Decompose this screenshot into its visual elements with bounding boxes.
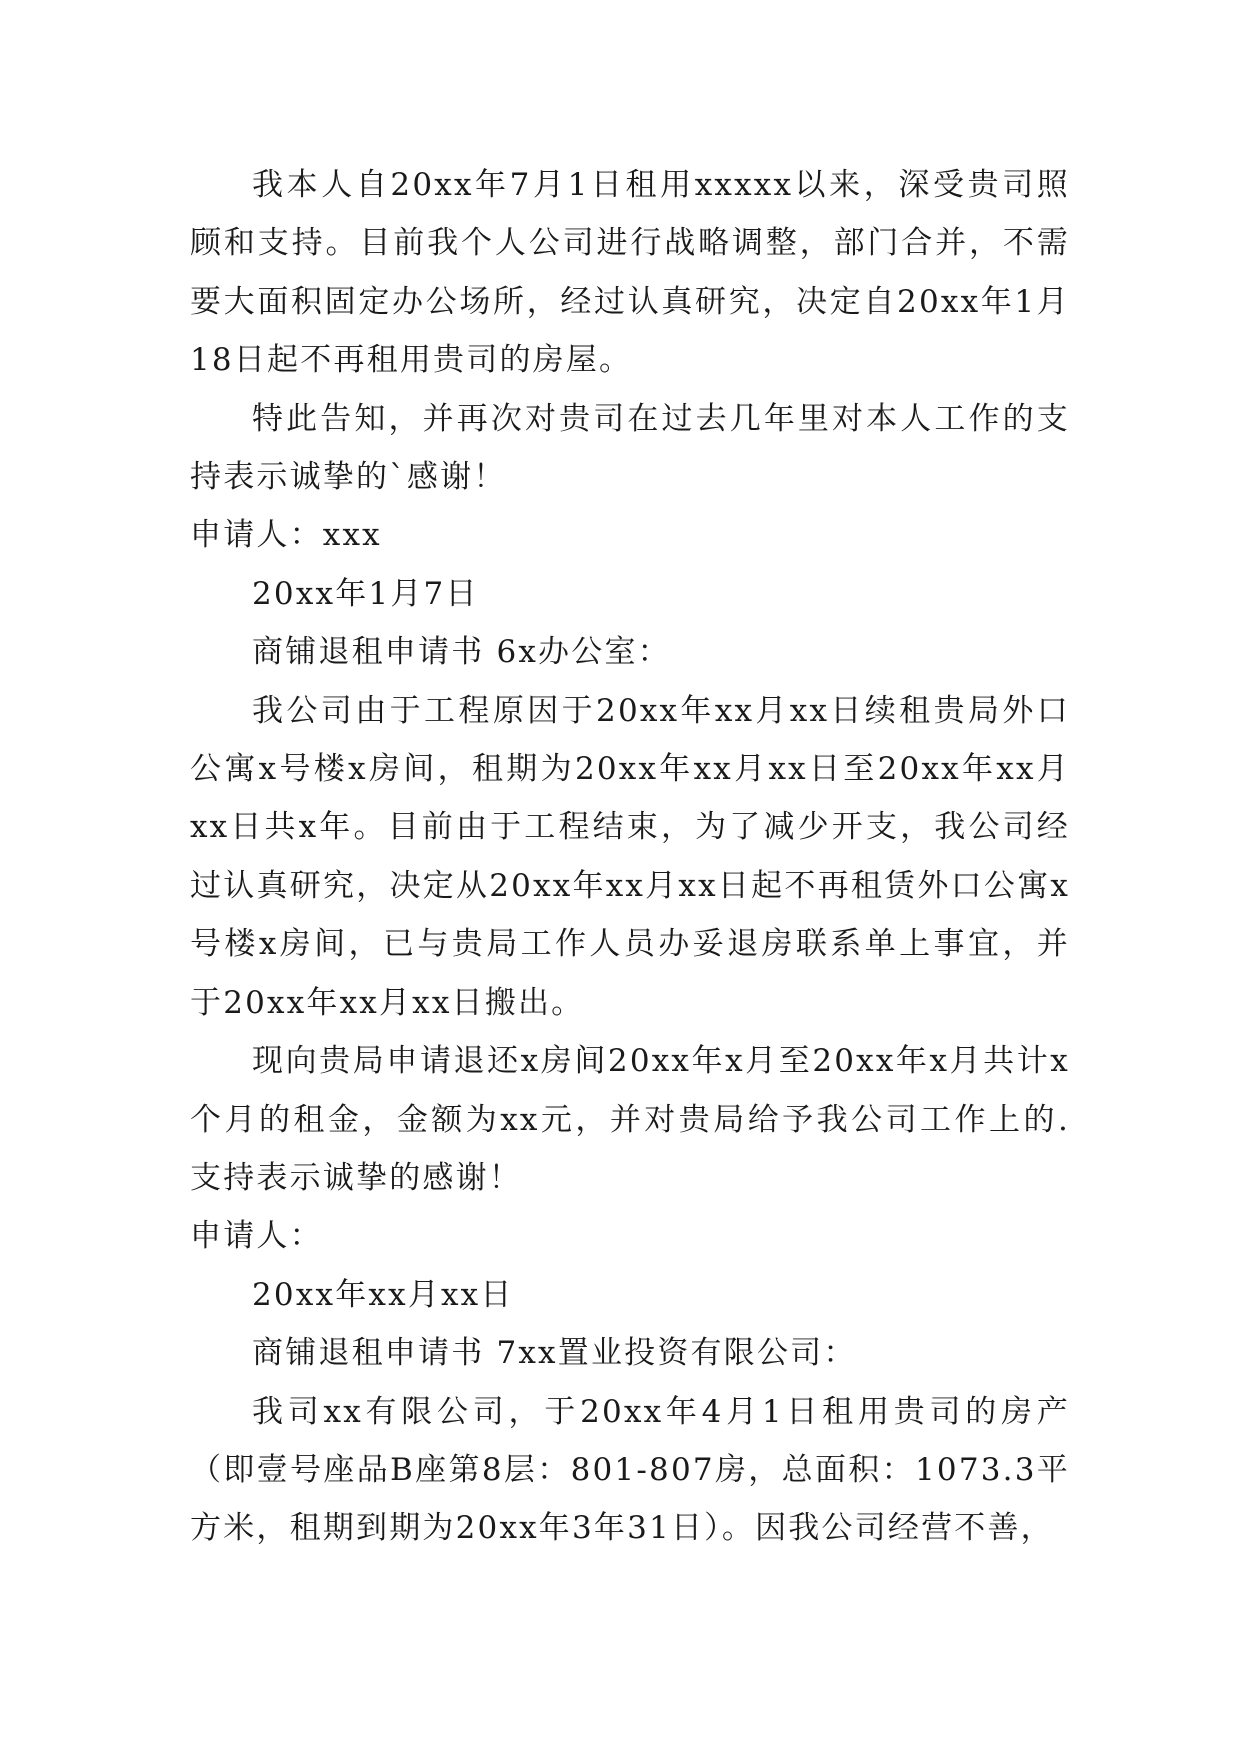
document-body [190, 156, 1070, 1558]
paragraph-company-lease: 我公司由于工程原因于20xx年xx月xx日续租贵局外口公寓x号楼x房间，租期为20xx年xx月xx日至20xx年xx月xx日共x年。目前由于工程结束，为了减少开支，我公司经过认真研究，决定从20xx年xx月xx日起不再租赁外口公寓x号楼x房间，已与贵局工作人员办妥退房联系单上事宜，并于20xx年xx月xx日搬出。 [190, 692, 1070, 1021]
paragraph-termination-notice: 我本人自20xx年7月1日租用xxxxx以来，深受贵司照顾和支持。目前我个人公司进行战略调整，部门合并，不需要大面积固定办公场所，经过认真研究，决定自20xx年1月18日起不再租用贵司的房屋。 [190, 167, 1070, 379]
letter-heading-6: 商铺退租申请书 6x办公室： [252, 634, 671, 671]
applicant-line-1: 申请人：xxx [190, 517, 382, 554]
date-line-1: 20xx年1月7日 [252, 575, 479, 612]
paragraph-property-lease: 我司xx有限公司，于20xx年4月1日租用贵司的房产（即壹号座品B座第8层：801-807房，总面积：1073.3平方米，租期到期为20xx年3年31日）。因我公司经营不善， [190, 1393, 1070, 1547]
letter-heading-7: 商铺退租申请书 7xx置业投资有限公司： [252, 1335, 857, 1372]
paragraph-thanks: 特此告知，并再次对贵司在过去几年里对本人工作的支持表示诚挚的`感谢！ [190, 400, 1070, 496]
paragraph-refund-request: 现向贵局申请退还x房间20xx年x月至20xx年x月共计x个月的租金，金额为xx元，并对贵局给予我公司工作上的.支持表示诚挚的感谢！ [190, 1043, 1070, 1196]
applicant-line-2: 申请人： [190, 1218, 323, 1255]
date-line-2: 20xx年xx月xx日 [252, 1276, 514, 1313]
